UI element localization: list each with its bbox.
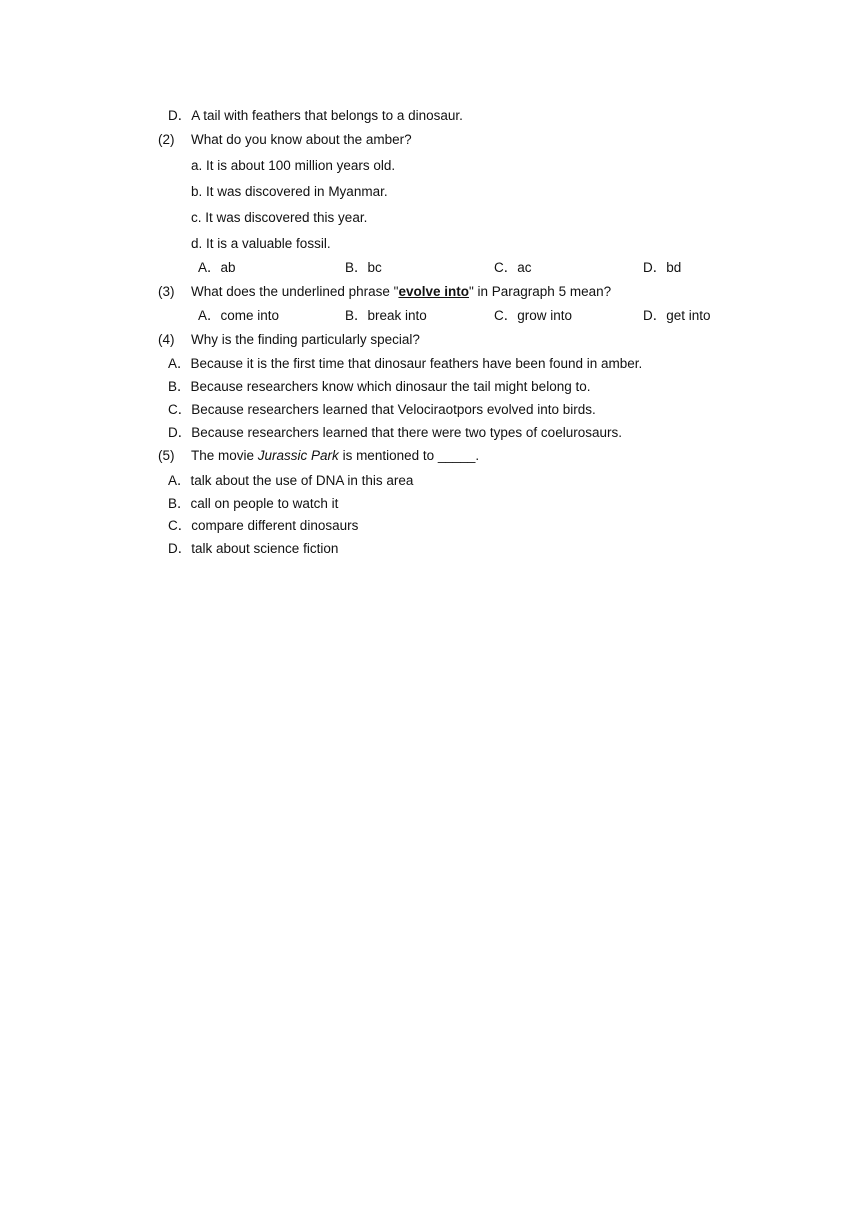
q4-option-c: C．Because researchers learned that Velociraotpors evolved into birds.	[168, 402, 596, 417]
q5-movie-title: Jurassic Park	[257, 448, 339, 463]
q4-option-b: B．Because researchers know which dinosaur the tail might belong to.	[168, 379, 591, 394]
q4-question: Why is the finding particularly special?	[191, 332, 420, 347]
q5-option-b: B．call on people to watch it	[168, 496, 339, 511]
q2-statement-b: b. It was discovered in Myanmar.	[191, 184, 388, 199]
q5-option-c: C．compare different dinosaurs	[168, 518, 359, 533]
q4-option-d: D．Because researchers learned that there were two types of coelurosaurs.	[168, 425, 622, 440]
q5-question	[191, 447, 479, 465]
q3-number: (3)	[158, 284, 175, 299]
q3-option-d: D．get into	[643, 308, 711, 323]
q2-statement-a: a. It is about 100 million years old.	[191, 158, 396, 173]
q1-option-d: D．A tail with feathers that belongs to a dinosaur.	[168, 108, 463, 123]
q2-option-b: B．bc	[345, 260, 382, 275]
q2-statement-c: c. It was discovered this year.	[191, 210, 368, 225]
q5-option-d: D．talk about science fiction	[168, 541, 339, 556]
q3-question	[191, 283, 611, 301]
q3-underlined-phrase: evolve into	[398, 284, 469, 299]
q2-number: (2)	[158, 132, 175, 147]
q2-option-a: A．ab	[198, 260, 236, 275]
q3-options	[198, 307, 758, 325]
q5-option-a: A．talk about the use of DNA in this area	[168, 473, 414, 488]
q4-number: (4)	[158, 332, 175, 347]
q5-question-before: The movie	[191, 448, 258, 463]
q3-option-b: B．break into	[345, 308, 427, 323]
q2-options	[198, 259, 758, 277]
q2-option-d: D．bd	[643, 260, 682, 275]
q3-option-a: A．come into	[198, 308, 280, 323]
q3-option-c: C．grow into	[494, 308, 573, 323]
q3-question-after: " in Paragraph 5 mean?	[468, 284, 612, 299]
q3-question-before: What does the underlined phrase "	[191, 284, 399, 299]
q5-question-after: is mentioned to _____.	[338, 448, 480, 463]
q2-question: What do you know about the amber?	[191, 132, 412, 147]
q5-number: (5)	[158, 448, 175, 463]
q2-statement-d: d. It is a valuable fossil.	[191, 236, 331, 251]
q2-option-c: C．ac	[494, 260, 532, 275]
q4-option-a: A．Because it is the first time that dinosaur feathers have been found in amber.	[168, 356, 643, 371]
